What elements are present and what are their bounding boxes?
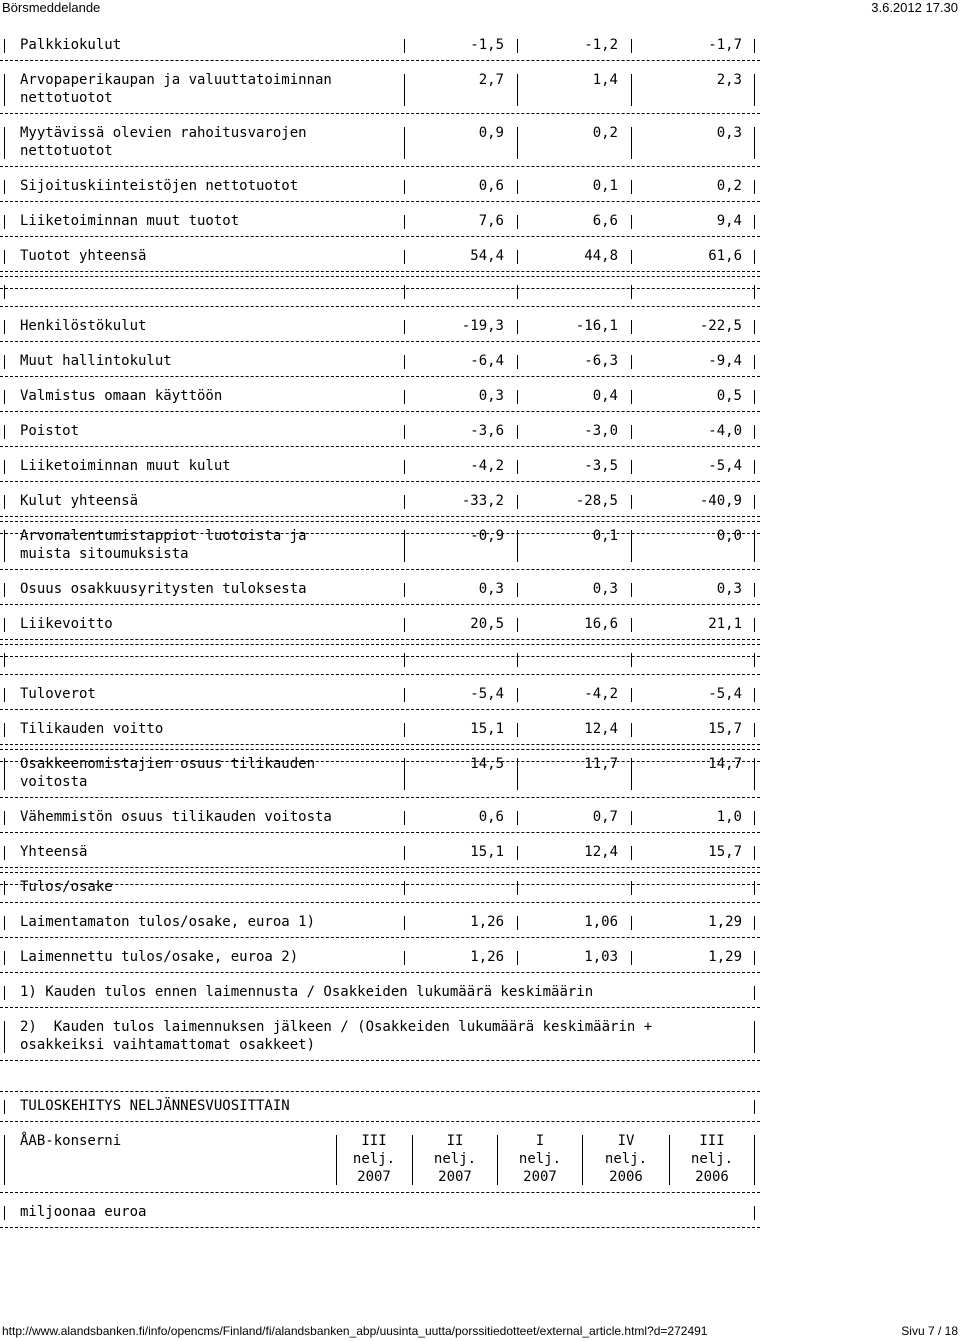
column-border xyxy=(631,355,632,369)
column-border xyxy=(754,881,755,895)
column-border xyxy=(754,916,755,930)
row-divider xyxy=(0,1091,760,1092)
column-border xyxy=(517,250,518,264)
row-value: 0,6 xyxy=(478,178,504,194)
row-value: -33,2 xyxy=(461,493,504,509)
row-label: voitosta xyxy=(20,774,88,790)
row-value: 1,03 xyxy=(584,949,618,965)
column-border xyxy=(4,74,5,106)
page-number: Sivu 7 / 18 xyxy=(901,1324,958,1338)
row-value: 14,7 xyxy=(708,756,742,772)
row-divider xyxy=(0,872,760,873)
column-border xyxy=(404,127,405,159)
row-value: -28,5 xyxy=(575,493,618,509)
row-label: Myytävissä olevien rahoitusvarojen xyxy=(20,125,307,141)
row-divider xyxy=(0,376,760,377)
column-border xyxy=(404,618,405,632)
row-value: 0,3 xyxy=(592,581,618,597)
column-border xyxy=(754,530,755,562)
column-border xyxy=(517,618,518,632)
row-value: 61,6 xyxy=(708,248,742,264)
footnote: 2) Kauden tulos laimennuksen jälkeen / (Osakkeiden lukumäärä keskimäärin + xyxy=(20,1019,653,1035)
column-border xyxy=(631,320,632,334)
row-value: 0,3 xyxy=(716,125,742,141)
column-border xyxy=(4,1206,5,1220)
row-value: 0,0 xyxy=(716,528,742,544)
column-border xyxy=(517,583,518,597)
row-label: Yhteensä xyxy=(20,844,88,860)
column-border xyxy=(517,951,518,965)
row-divider xyxy=(0,276,760,277)
row-divider xyxy=(0,521,760,522)
column-border xyxy=(404,39,405,53)
row-value: -0,9 xyxy=(470,528,504,544)
row-value: 1,26 xyxy=(470,914,504,930)
row-value: 15,7 xyxy=(708,721,742,737)
column-border xyxy=(4,39,5,53)
quarter-header: nelj. xyxy=(433,1151,477,1167)
row-divider xyxy=(0,656,760,657)
row-value: 1,06 xyxy=(584,914,618,930)
column-border xyxy=(631,881,632,895)
quarter-header: III xyxy=(361,1133,387,1149)
column-border xyxy=(517,758,518,790)
row-label: Sijoituskiinteistöjen nettotuotot xyxy=(20,178,299,194)
row-label: Osakkeenomistajien osuus tilikauden xyxy=(20,756,316,772)
row-value: 11,7 xyxy=(584,756,618,772)
row-divider xyxy=(0,674,760,675)
column-border xyxy=(517,530,518,562)
column-border xyxy=(754,495,755,509)
column-border xyxy=(4,215,5,229)
row-value: -4,2 xyxy=(470,458,504,474)
column-border xyxy=(754,320,755,334)
row-value: 12,4 xyxy=(584,721,618,737)
column-border xyxy=(517,846,518,860)
row-label: Arvopaperikaupan ja valuuttatoiminnan xyxy=(20,72,332,88)
row-divider xyxy=(0,797,760,798)
quarter-header: nelj. xyxy=(604,1151,648,1167)
quarter-header: 2006 xyxy=(609,1169,643,1185)
row-label: Tuotot yhteensä xyxy=(20,248,147,264)
column-border xyxy=(4,1135,5,1185)
row-value: 0,6 xyxy=(478,809,504,825)
column-border xyxy=(754,688,755,702)
quarter-header: 2006 xyxy=(695,1169,729,1185)
column-border xyxy=(517,688,518,702)
row-label: Liiketoiminnan muut tuotot xyxy=(20,213,240,229)
row-value: 54,4 xyxy=(470,248,504,264)
quarter-header: I xyxy=(535,1133,545,1149)
row-divider xyxy=(0,1192,760,1193)
row-value: 0,2 xyxy=(592,125,618,141)
column-border xyxy=(631,460,632,474)
column-border xyxy=(754,583,755,597)
row-divider xyxy=(0,446,760,447)
column-border xyxy=(404,688,405,702)
column-border xyxy=(754,811,755,825)
row-value: 1,26 xyxy=(470,949,504,965)
row-value: 15,1 xyxy=(470,844,504,860)
column-border xyxy=(754,758,755,790)
page-footer xyxy=(0,1324,960,1340)
column-border xyxy=(754,1206,755,1220)
row-divider xyxy=(0,604,760,605)
column-border xyxy=(517,723,518,737)
row-value: 0,5 xyxy=(716,388,742,404)
column-border xyxy=(754,74,755,106)
column-border xyxy=(4,390,5,404)
column-border xyxy=(4,881,5,895)
column-border xyxy=(754,250,755,264)
column-border xyxy=(4,1100,5,1114)
row-value: -3,6 xyxy=(470,423,504,439)
column-border xyxy=(517,881,518,895)
column-border xyxy=(404,758,405,790)
column-border xyxy=(517,653,518,667)
column-border xyxy=(517,39,518,53)
row-value: -5,4 xyxy=(708,458,742,474)
column-border xyxy=(631,618,632,632)
column-border xyxy=(754,723,755,737)
column-border xyxy=(754,215,755,229)
header-timestamp: 3.6.2012 17.30 xyxy=(871,0,958,15)
column-border xyxy=(404,530,405,562)
row-value: 44,8 xyxy=(584,248,618,264)
row-value: 14,5 xyxy=(470,756,504,772)
row-divider xyxy=(0,937,760,938)
column-border xyxy=(631,688,632,702)
column-border xyxy=(4,495,5,509)
column-border xyxy=(404,723,405,737)
quarter-header: 2007 xyxy=(523,1169,557,1185)
row-divider xyxy=(0,60,760,61)
row-label: Osuus osakkuusyritysten tuloksesta xyxy=(20,581,307,597)
row-value: 1,4 xyxy=(592,72,618,88)
quarter-header: 2007 xyxy=(438,1169,472,1185)
column-border xyxy=(754,1021,755,1053)
column-border xyxy=(754,618,755,632)
row-value: 15,1 xyxy=(470,721,504,737)
column-border xyxy=(404,215,405,229)
row-divider xyxy=(0,481,760,482)
column-border xyxy=(631,74,632,106)
column-border xyxy=(4,986,5,1000)
row-divider xyxy=(0,271,760,272)
column-border xyxy=(631,180,632,194)
row-value: 0,1 xyxy=(592,178,618,194)
row-value: 16,6 xyxy=(584,616,618,632)
column-border xyxy=(517,495,518,509)
row-divider xyxy=(0,201,760,202)
row-value: 6,6 xyxy=(592,213,618,229)
row-divider xyxy=(0,569,760,570)
column-border xyxy=(631,530,632,562)
section-title: TULOSKEHITYS NELJÄNNESVUOSITTAIN xyxy=(20,1098,290,1114)
row-value: -1,2 xyxy=(584,37,618,53)
column-border xyxy=(4,916,5,930)
column-border xyxy=(517,916,518,930)
column-border xyxy=(4,811,5,825)
row-value: -4,2 xyxy=(584,686,618,702)
row-value: 7,6 xyxy=(478,213,504,229)
row-divider xyxy=(0,166,760,167)
column-border xyxy=(631,215,632,229)
column-border xyxy=(517,390,518,404)
row-label: Vähemmistön osuus tilikauden voitosta xyxy=(20,809,332,825)
column-border xyxy=(631,916,632,930)
column-border xyxy=(754,127,755,159)
row-value: 20,5 xyxy=(470,616,504,632)
row-value: 0,9 xyxy=(478,125,504,141)
column-border xyxy=(404,846,405,860)
column-border xyxy=(4,460,5,474)
column-border xyxy=(4,688,5,702)
column-border xyxy=(669,1135,670,1185)
column-border xyxy=(754,390,755,404)
column-border xyxy=(404,811,405,825)
column-border xyxy=(631,583,632,597)
row-divider xyxy=(0,288,760,289)
column-border xyxy=(754,39,755,53)
column-border xyxy=(4,758,5,790)
column-border xyxy=(754,460,755,474)
column-border xyxy=(517,215,518,229)
row-divider xyxy=(0,341,760,342)
column-border xyxy=(4,320,5,334)
row-value: -5,4 xyxy=(708,686,742,702)
row-value: -40,9 xyxy=(699,493,742,509)
row-value: -6,4 xyxy=(470,353,504,369)
row-value: -6,3 xyxy=(584,353,618,369)
column-border xyxy=(754,986,755,1000)
row-value: -5,4 xyxy=(470,686,504,702)
quarter-header: III xyxy=(699,1133,725,1149)
row-value: 0,4 xyxy=(592,388,618,404)
row-divider xyxy=(0,1227,760,1228)
column-border xyxy=(404,285,405,299)
column-border xyxy=(4,653,5,667)
row-label: Valmistus omaan käyttöön xyxy=(20,388,223,404)
column-border xyxy=(4,355,5,369)
row-label: Laimentamaton tulos/osake, euroa 1) xyxy=(20,914,316,930)
row-label: Muut hallintokulut xyxy=(20,353,172,369)
column-border xyxy=(631,653,632,667)
row-label: Poistot xyxy=(20,423,80,439)
column-border xyxy=(404,881,405,895)
column-border xyxy=(517,320,518,334)
row-divider xyxy=(0,867,760,868)
column-border xyxy=(631,723,632,737)
row-label: Laimennettu tulos/osake, euroa 2) xyxy=(20,949,299,965)
column-border xyxy=(4,127,5,159)
column-border xyxy=(517,460,518,474)
page-header xyxy=(0,0,960,16)
column-border xyxy=(4,618,5,632)
row-value: 1,0 xyxy=(716,809,742,825)
column-border xyxy=(404,180,405,194)
column-border xyxy=(631,758,632,790)
row-divider xyxy=(0,113,760,114)
row-divider xyxy=(0,709,760,710)
column-border xyxy=(517,425,518,439)
column-border xyxy=(404,320,405,334)
column-border xyxy=(631,495,632,509)
column-border xyxy=(4,285,5,299)
row-value: -3,0 xyxy=(584,423,618,439)
group-label: ÅAB-konserni xyxy=(20,1133,122,1149)
row-divider xyxy=(0,411,760,412)
row-divider xyxy=(0,832,760,833)
row-divider xyxy=(0,1121,760,1122)
row-divider xyxy=(0,644,760,645)
row-label: nettotuotot xyxy=(20,90,113,106)
row-value: 0,2 xyxy=(716,178,742,194)
row-value: 0,1 xyxy=(592,528,618,544)
row-divider xyxy=(0,902,760,903)
column-border xyxy=(582,1135,583,1185)
row-value: -16,1 xyxy=(575,318,618,334)
row-divider xyxy=(0,306,760,307)
column-border xyxy=(517,355,518,369)
row-label: Tulos/osake xyxy=(20,879,113,895)
column-border xyxy=(404,74,405,106)
column-border xyxy=(404,460,405,474)
row-value: -4,0 xyxy=(708,423,742,439)
column-border xyxy=(4,723,5,737)
row-label: Tuloverot xyxy=(20,686,96,702)
row-value: -3,5 xyxy=(584,458,618,474)
row-divider xyxy=(0,516,760,517)
row-divider xyxy=(0,749,760,750)
column-border xyxy=(517,74,518,106)
column-border xyxy=(4,425,5,439)
column-border xyxy=(631,951,632,965)
row-value: 9,4 xyxy=(716,213,742,229)
column-border xyxy=(754,285,755,299)
row-value: 2,3 xyxy=(716,72,742,88)
unit-label: miljoonaa euroa xyxy=(20,1204,147,1220)
row-value: 1,29 xyxy=(708,914,742,930)
column-border xyxy=(631,425,632,439)
quarter-header: nelj. xyxy=(352,1151,396,1167)
row-value: 0,3 xyxy=(478,581,504,597)
column-border xyxy=(517,285,518,299)
column-border xyxy=(754,951,755,965)
row-label: Liiketoiminnan muut kulut xyxy=(20,458,231,474)
column-border xyxy=(404,916,405,930)
quarter-header: 2007 xyxy=(357,1169,391,1185)
footnote: osakkeiksi vaihtamattomat osakkeet) xyxy=(20,1037,316,1053)
quarter-header: nelj. xyxy=(690,1151,734,1167)
row-label: muista sitoumuksista xyxy=(20,546,189,562)
column-border xyxy=(404,583,405,597)
quarter-header: II xyxy=(446,1133,464,1149)
row-label: Henkilöstökulut xyxy=(20,318,147,334)
row-value: 21,1 xyxy=(708,616,742,632)
row-divider xyxy=(0,972,760,973)
row-value: 15,7 xyxy=(708,844,742,860)
column-border xyxy=(497,1135,498,1185)
row-value: 12,4 xyxy=(584,844,618,860)
row-value: 1,29 xyxy=(708,949,742,965)
column-border xyxy=(404,495,405,509)
row-value: -1,7 xyxy=(708,37,742,53)
row-label: Arvonalentumistappiot luotoista ja xyxy=(20,528,307,544)
row-divider xyxy=(0,1007,760,1008)
footer-url[interactable]: http://www.alandsbanken.fi/info/opencms/Finland/fi/alandsbanken_abp/uusinta_uutta/porssitiedotteet/external_article.html?d=272491 xyxy=(2,1324,708,1338)
column-border xyxy=(4,250,5,264)
row-value: -22,5 xyxy=(699,318,742,334)
column-border xyxy=(754,1135,755,1185)
column-border xyxy=(754,653,755,667)
column-border xyxy=(4,951,5,965)
row-divider xyxy=(0,884,760,885)
column-border xyxy=(631,39,632,53)
row-label: Kulut yhteensä xyxy=(20,493,139,509)
column-border xyxy=(404,653,405,667)
row-value: 0,3 xyxy=(478,388,504,404)
footnote: 1) Kauden tulos ennen laimennusta / Osakkeiden lukumäärä keskimäärin xyxy=(20,984,594,1000)
column-border xyxy=(404,951,405,965)
column-border xyxy=(404,390,405,404)
column-border xyxy=(404,425,405,439)
column-border xyxy=(754,425,755,439)
column-border xyxy=(4,1021,5,1053)
column-border xyxy=(517,811,518,825)
row-label: Liikevoitto xyxy=(20,616,113,632)
row-divider xyxy=(0,236,760,237)
column-border xyxy=(754,846,755,860)
column-border xyxy=(4,530,5,562)
row-label: nettotuotot xyxy=(20,143,113,159)
column-border xyxy=(404,355,405,369)
row-value: -1,5 xyxy=(470,37,504,53)
row-divider xyxy=(0,1060,760,1061)
row-divider xyxy=(0,744,760,745)
column-border xyxy=(631,127,632,159)
column-border xyxy=(4,180,5,194)
header-title: Börsmeddelande xyxy=(2,0,101,15)
column-border xyxy=(4,846,5,860)
quarter-header: IV xyxy=(617,1133,635,1149)
column-border xyxy=(517,180,518,194)
row-label: Palkkiokulut xyxy=(20,37,122,53)
column-border xyxy=(517,127,518,159)
row-value: -19,3 xyxy=(461,318,504,334)
column-border xyxy=(631,285,632,299)
row-label: Tilikauden voitto xyxy=(20,721,164,737)
column-border xyxy=(631,250,632,264)
column-border xyxy=(631,846,632,860)
column-border xyxy=(754,355,755,369)
column-border xyxy=(631,390,632,404)
column-border xyxy=(631,811,632,825)
row-value: 2,7 xyxy=(478,72,504,88)
row-divider xyxy=(0,639,760,640)
column-border xyxy=(754,1100,755,1114)
column-border xyxy=(754,180,755,194)
row-value: -9,4 xyxy=(708,353,742,369)
column-border xyxy=(4,583,5,597)
quarter-header: nelj. xyxy=(518,1151,562,1167)
row-value: 0,7 xyxy=(592,809,618,825)
row-value: 0,3 xyxy=(716,581,742,597)
column-border xyxy=(404,250,405,264)
